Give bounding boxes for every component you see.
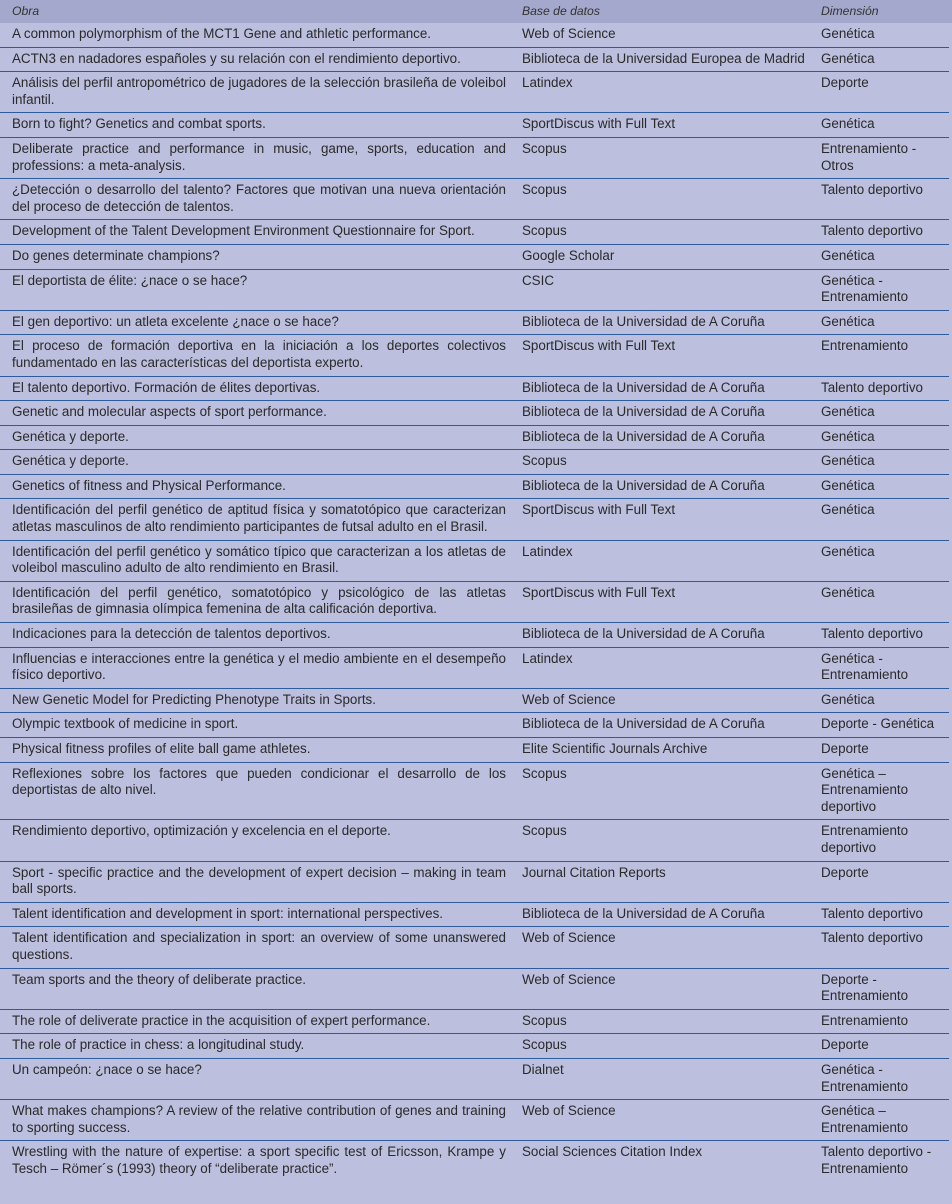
cell-dimension-text: Genética - Entrenamiento [821, 272, 909, 305]
cell-obra-text: Identificación del perfil genético, somatotópico y psicológico de las atletas brasileñas de gimnasia olímpica femenina de alta calificación deportiva. [12, 584, 506, 617]
cell-base-de-datos-text: Scopus [522, 453, 567, 469]
cell-dimension-text: Deporte [821, 1037, 869, 1053]
table-row [0, 179, 952, 220]
table-row [0, 335, 952, 376]
cell-base-de-datos [510, 450, 821, 475]
cell-dimension [821, 376, 949, 401]
cell-base-de-datos-text: SportDiscus with Full Text [522, 338, 676, 354]
cell-dimension-text: Entrenamiento [821, 1012, 909, 1028]
cell-obra [0, 499, 510, 540]
cell-dimension [821, 137, 949, 178]
table-row [0, 425, 952, 450]
cell-obra [0, 820, 510, 861]
cell-obra-text: Talent identification and specialization in sport: an overview of some unanswered questions. [12, 930, 506, 962]
cell-dimension [821, 499, 949, 540]
cell-obra-text: Development of the Talent Development Environment Questionnaire for Sport. [12, 223, 475, 239]
cell-dimension-text: Talento deportivo [821, 905, 923, 921]
cell-obra-text: Olympic textbook of medicine in sport. [12, 716, 239, 732]
cell-obra-text: Born to fight? Genetics and combat sports. [12, 116, 266, 132]
cell-obra-text: Genetics of fitness and Physical Performance. [12, 477, 286, 493]
cell-base-de-datos-text: SportDiscus with Full Text [522, 584, 676, 600]
cell-base-de-datos [510, 623, 821, 648]
cell-base-de-datos [510, 137, 821, 178]
table-row [0, 713, 952, 738]
cell-dimension [821, 820, 949, 861]
cell-base-de-datos-text: Scopus [522, 1012, 567, 1028]
cell-obra [0, 1034, 510, 1059]
cell-base-de-datos [510, 401, 821, 426]
cell-base-de-datos-text: Biblioteca de la Universidad de A Coruña [522, 905, 765, 921]
cell-dimension-text: Talento deportivo [821, 379, 923, 395]
table-row [0, 540, 952, 581]
cell-base-de-datos-text: SportDiscus with Full Text [522, 502, 676, 518]
cell-obra [0, 647, 510, 688]
cell-dimension-text: Genética – Entrenamiento [821, 1103, 909, 1135]
cell-base-de-datos [510, 1058, 821, 1099]
cell-obra [0, 968, 510, 1009]
cell-base-de-datos-text: Scopus [522, 140, 567, 156]
cell-obra [0, 738, 510, 763]
header-base-de-datos: Base de datos [510, 0, 821, 23]
cell-dimension [821, 1034, 949, 1059]
table-row [0, 1009, 952, 1034]
cell-dimension [821, 1009, 949, 1034]
cell-obra-text: Genética y deporte. [12, 453, 129, 469]
cell-obra [0, 220, 510, 245]
cell-base-de-datos-text: Web of Science [522, 691, 616, 707]
cell-base-de-datos [510, 499, 821, 540]
cell-dimension-text: Talento deportivo [821, 182, 923, 198]
cell-dimension-text: Talento deportivo [821, 626, 923, 642]
cell-dimension [821, 450, 949, 475]
cell-base-de-datos-text: Biblioteca de la Universidad Europea de Madrid [522, 50, 805, 66]
cell-dimension-text: Entrenamiento deportivo [821, 823, 909, 855]
cell-base-de-datos-text: Elite Scientific Journals Archive [522, 741, 708, 756]
cell-obra-text: What makes champions? A review of the relative contribution of genes and training to sporting success. [12, 1103, 506, 1135]
cell-base-de-datos-text: Journal Citation Reports [522, 864, 666, 880]
table-row [0, 738, 952, 763]
cell-base-de-datos-text: Scopus [522, 223, 567, 239]
cell-obra-text: Deliberate practice and performance in music, game, sports, education and professions: a meta-analysis. [12, 140, 506, 173]
cell-base-de-datos-text: SportDiscus with Full Text [522, 116, 676, 132]
cell-base-de-datos [510, 927, 821, 968]
cell-dimension [821, 738, 949, 763]
cell-dimension-text: Genética [821, 404, 875, 420]
cell-dimension-text: Genética [821, 116, 875, 132]
cell-base-de-datos [510, 861, 821, 902]
cell-base-de-datos-text: Social Sciences Citation Index [522, 1144, 703, 1160]
cell-dimension [821, 1100, 949, 1141]
table-row [0, 820, 952, 861]
cell-obra [0, 310, 510, 335]
cell-base-de-datos [510, 968, 821, 1009]
cell-obra-text: The role of practice in chess: a longitudinal study. [12, 1037, 305, 1053]
table-row [0, 474, 952, 499]
cell-dimension [821, 1058, 949, 1099]
cell-dimension [821, 647, 949, 688]
table-row [0, 137, 952, 178]
cell-dimension-text: Genética [821, 584, 875, 600]
cell-dimension-text: Genética [821, 50, 875, 66]
table-row [0, 47, 952, 72]
cell-dimension [821, 861, 949, 902]
cell-dimension-text: Entrenamiento [821, 338, 909, 354]
cell-obra-text: A common polymorphism of the MCT1 Gene and athletic performance. [12, 26, 432, 41]
cell-base-de-datos-text: Scopus [522, 765, 567, 781]
cell-obra [0, 113, 510, 138]
cell-obra [0, 269, 510, 310]
cell-obra [0, 1058, 510, 1099]
cell-obra-text: Wrestling with the nature of expertise: a sport specific test of Ericsson, Krampe y Tesch – Römer´s (1993) theory of “deliberate practice”. [12, 1144, 506, 1176]
cell-base-de-datos [510, 269, 821, 310]
cell-dimension [821, 688, 949, 713]
cell-dimension-text: Genética – Entrenamiento deportivo [821, 765, 909, 814]
table-row [0, 220, 952, 245]
cell-obra-text: Talent identification and development in sport: international perspectives. [12, 905, 443, 921]
header-dimension: Dimensión [821, 0, 949, 23]
cell-dimension [821, 220, 949, 245]
cell-obra [0, 861, 510, 902]
cell-base-de-datos [510, 179, 821, 220]
cell-base-de-datos-text: Web of Science [522, 971, 616, 987]
cell-base-de-datos [510, 23, 821, 47]
cell-obra [0, 425, 510, 450]
cell-obra-text: The role of deliverate practice in the acquisition of expert performance. [12, 1012, 431, 1028]
table-row [0, 688, 952, 713]
cell-base-de-datos [510, 474, 821, 499]
cell-base-de-datos-text: Google Scholar [522, 247, 615, 263]
cell-base-de-datos [510, 688, 821, 713]
cell-obra [0, 762, 510, 820]
cell-dimension [821, 540, 949, 581]
cell-obra [0, 688, 510, 713]
cell-dimension-text: Genética [821, 453, 875, 469]
table-body [0, 23, 952, 1181]
cell-dimension-text: Genética [821, 313, 875, 329]
cell-obra [0, 137, 510, 178]
cell-base-de-datos [510, 647, 821, 688]
cell-base-de-datos [510, 738, 821, 763]
table-row [0, 269, 952, 310]
table-row [0, 310, 952, 335]
cell-obra [0, 927, 510, 968]
cell-obra-text: ¿Detección o desarrollo del talento? Factores que motivan una nueva orientación del proceso de detección de talentos. [12, 182, 506, 214]
cell-obra [0, 623, 510, 648]
cell-obra-text: Identificación del perfil genético y somático típico que caracterizan a los atletas de voleibol masculino adulto de alto rendimiento en Brasil. [12, 543, 506, 576]
cell-base-de-datos-text: Web of Science [522, 930, 616, 946]
cell-base-de-datos-text: Scopus [522, 1037, 567, 1053]
cell-obra-text: Rendimiento deportivo, optimización y excelencia en el deporte. [12, 823, 391, 839]
cell-dimension [821, 72, 949, 113]
cell-base-de-datos [510, 244, 821, 269]
cell-dimension-text: Talento deportivo [821, 223, 923, 239]
cell-obra [0, 581, 510, 622]
cell-dimension-text: Genética [821, 543, 875, 559]
table-row [0, 861, 952, 902]
cell-base-de-datos-text: Biblioteca de la Universidad de A Coruña [522, 477, 765, 493]
cell-obra-text: El deportista de élite: ¿nace o se hace? [12, 272, 248, 288]
table-row [0, 902, 952, 927]
cell-obra [0, 23, 510, 47]
cell-base-de-datos [510, 335, 821, 376]
cell-dimension-text: Deporte [821, 741, 869, 756]
cell-base-de-datos-text: Biblioteca de la Universidad de A Coruña [522, 626, 765, 642]
cell-dimension-text: Genética - Entrenamiento [821, 650, 909, 683]
cell-obra-text: Sport - specific practice and the development of expert decision – making in team ball sports. [12, 864, 506, 897]
cell-base-de-datos-text: Web of Science [522, 1103, 616, 1119]
cell-obra [0, 47, 510, 72]
cell-base-de-datos [510, 47, 821, 72]
cell-base-de-datos-text: Dialnet [522, 1061, 564, 1077]
cell-obra [0, 902, 510, 927]
cell-dimension [821, 968, 949, 1009]
table-row [0, 581, 952, 622]
cell-base-de-datos-text: Biblioteca de la Universidad de A Coruña [522, 404, 765, 420]
cell-dimension [821, 269, 949, 310]
cell-obra [0, 179, 510, 220]
cell-dimension-text: Talento deportivo - Entrenamiento [821, 1144, 932, 1176]
cell-dimension-text: Genética [821, 428, 875, 444]
cell-base-de-datos [510, 376, 821, 401]
cell-base-de-datos [510, 820, 821, 861]
cell-obra [0, 335, 510, 376]
table-header [0, 0, 952, 23]
cell-obra-text: El proceso de formación deportiva en la iniciación a los deportes colectivos fundamentado en las características del deportista experto. [12, 338, 506, 370]
cell-base-de-datos [510, 113, 821, 138]
cell-obra-text: New Genetic Model for Predicting Phenotype Traits in Sports. [12, 691, 376, 707]
cell-dimension [821, 927, 949, 968]
cell-base-de-datos [510, 713, 821, 738]
cell-base-de-datos [510, 1034, 821, 1059]
cell-dimension [821, 425, 949, 450]
header-obra: Obra [0, 0, 510, 23]
cell-obra-text: Identificación del perfil genético de aptitud física y somatotópico que caracterizan atletas masculinos de alto rendimiento participantes de futsal adulto en el Brasil. [12, 502, 506, 535]
cell-obra-text: El gen deportivo: un atleta excelente ¿nace o se hace? [12, 313, 339, 329]
cell-base-de-datos [510, 1100, 821, 1141]
cell-dimension [821, 713, 949, 738]
table-row [0, 647, 952, 688]
cell-base-de-datos-text: CSIC [522, 272, 554, 288]
cell-obra [0, 1009, 510, 1034]
cell-obra-text: Genética y deporte. [12, 428, 129, 444]
cell-obra [0, 1100, 510, 1141]
cell-base-de-datos [510, 1141, 821, 1182]
cell-dimension [821, 762, 949, 820]
cell-base-de-datos [510, 762, 821, 820]
cell-obra-text: Análisis del perfil antropométrico de jugadores de la selección brasileña de voleibol infantil. [12, 75, 506, 107]
table-row [0, 23, 952, 47]
cell-dimension-text: Entrenamiento - Otros [821, 140, 917, 173]
cell-dimension-text: Genética [821, 477, 875, 493]
table-row [0, 1034, 952, 1059]
cell-dimension [821, 179, 949, 220]
cell-obra-text: Indicaciones para la detección de talentos deportivos. [12, 626, 331, 642]
cell-dimension [821, 47, 949, 72]
cell-obra [0, 474, 510, 499]
cell-dimension [821, 244, 949, 269]
cell-obra [0, 713, 510, 738]
cell-obra-text: Do genes determinate champions? [12, 247, 220, 263]
cell-dimension [821, 113, 949, 138]
cell-obra [0, 72, 510, 113]
cell-base-de-datos [510, 581, 821, 622]
cell-base-de-datos-text: Biblioteca de la Universidad de A Coruña [522, 428, 765, 444]
cell-base-de-datos [510, 220, 821, 245]
table-row [0, 762, 952, 820]
cell-dimension-text: Genética [821, 691, 875, 707]
table-row [0, 499, 952, 540]
table-row [0, 1141, 952, 1182]
table-row [0, 1058, 952, 1099]
cell-base-de-datos-text: Latindex [522, 543, 573, 559]
cell-dimension-text: Genética [821, 26, 875, 41]
cell-base-de-datos [510, 1009, 821, 1034]
cell-dimension [821, 401, 949, 426]
cell-obra-text: Reflexiones sobre los factores que pueden condicionar el desarrollo de los deportistas de alto nivel. [12, 765, 506, 798]
cell-dimension [821, 1141, 949, 1182]
table-row [0, 450, 952, 475]
cell-base-de-datos-text: Scopus [522, 823, 567, 839]
table-row [0, 927, 952, 968]
cell-base-de-datos [510, 425, 821, 450]
cell-base-de-datos-text: Latindex [522, 75, 573, 91]
cell-dimension [821, 581, 949, 622]
table-row [0, 244, 952, 269]
cell-dimension [821, 23, 949, 47]
cell-obra-text: ACTN3 en nadadores españoles y su relación con el rendimiento deportivo. [12, 50, 461, 66]
cell-dimension-text: Deporte - Genética [821, 716, 935, 732]
cell-dimension [821, 474, 949, 499]
table-row [0, 623, 952, 648]
cell-dimension [821, 310, 949, 335]
cell-dimension-text: Genética [821, 502, 875, 518]
cell-dimension-text: Deporte [821, 75, 869, 91]
cell-base-de-datos [510, 310, 821, 335]
table-row [0, 401, 952, 426]
table-row [0, 1100, 952, 1141]
cell-dimension-text: Genética [821, 247, 875, 263]
cell-base-de-datos-text: Web of Science [522, 26, 616, 41]
cell-base-de-datos [510, 902, 821, 927]
cell-obra-text: Influencias e interacciones entre la genética y el medio ambiente en el desempeño físico deportivo. [12, 650, 506, 683]
cell-obra-text: El talento deportivo. Formación de élites deportivas. [12, 379, 321, 395]
cell-obra [0, 540, 510, 581]
cell-obra [0, 376, 510, 401]
table-row [0, 376, 952, 401]
table-row [0, 72, 952, 113]
cell-obra-text: Physical fitness profiles of elite ball game athletes. [12, 741, 311, 756]
cell-dimension-text: Deporte - Entrenamiento [821, 971, 909, 1004]
cell-base-de-datos-text: Scopus [522, 182, 567, 198]
table-row [0, 113, 952, 138]
cell-dimension [821, 623, 949, 648]
cell-base-de-datos-text: Latindex [522, 650, 573, 666]
cell-base-de-datos-text: Biblioteca de la Universidad de A Coruña [522, 313, 765, 329]
cell-dimension-text: Deporte [821, 864, 869, 880]
cell-base-de-datos-text: Biblioteca de la Universidad de A Coruña [522, 716, 765, 732]
cell-obra [0, 244, 510, 269]
cell-dimension [821, 902, 949, 927]
cell-base-de-datos [510, 540, 821, 581]
cell-dimension [821, 335, 949, 376]
cell-dimension-text: Talento deportivo [821, 930, 923, 946]
cell-obra [0, 1141, 510, 1182]
cell-obra [0, 450, 510, 475]
cell-obra-text: Team sports and the theory of deliberate practice. [12, 971, 307, 987]
cell-obra-text: Un campeón: ¿nace o se hace? [12, 1061, 202, 1077]
cell-base-de-datos-text: Biblioteca de la Universidad de A Coruña [522, 379, 765, 395]
cell-obra-text: Genetic and molecular aspects of sport performance. [12, 404, 327, 420]
cell-obra [0, 401, 510, 426]
cell-base-de-datos [510, 72, 821, 113]
table-row [0, 968, 952, 1009]
cell-dimension-text: Genética - Entrenamiento [821, 1061, 909, 1094]
